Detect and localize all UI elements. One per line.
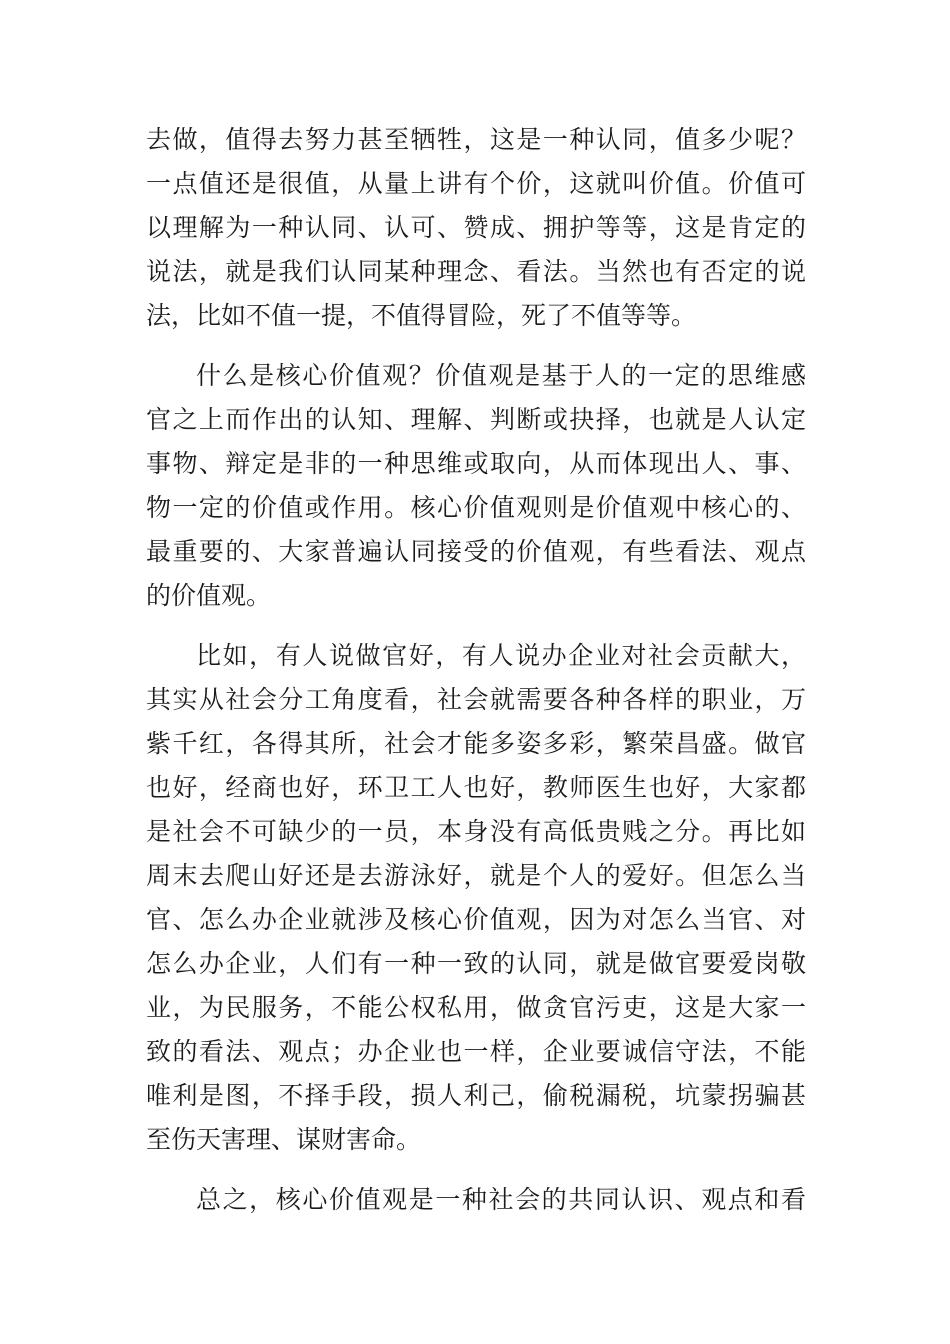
text-line: 总之，核心价值观是一种社会的共同认识、观点和看 bbox=[196, 1185, 806, 1214]
text-line: 法，比如不值一提，不值得冒险，死了不值等等。 bbox=[146, 301, 697, 330]
document-page bbox=[146, 118, 806, 1238]
text-line: 的价值观。 bbox=[146, 581, 272, 610]
paragraph-2 bbox=[146, 354, 806, 618]
text-line: 最重要的、大家普遍认同接受的价值观，有些看法、观点 bbox=[146, 537, 806, 566]
text-line: 怎么办企业，人们有一种一致的认同，就是做官要爱岗敬 bbox=[146, 949, 806, 978]
text-line: 紫千红，各得其所，社会才能多姿多彩，繁荣昌盛。做官 bbox=[146, 729, 806, 758]
text-line: 周末去爬山好还是去游泳好，就是个人的爱好。但怎么当 bbox=[146, 861, 806, 890]
text-line: 以理解为一种认同、认可、赞成、拥护等等，这是肯定的 bbox=[146, 213, 806, 242]
text-line: 事物、辩定是非的一种思维或取向，从而体现出人、事、 bbox=[146, 449, 806, 478]
text-line: 去做，值得去努力甚至牺牲，这是一种认同，值多少呢？ bbox=[146, 125, 806, 154]
text-line: 比如，有人说做官好，有人说办企业对社会贡献大， bbox=[196, 641, 806, 670]
text-line: 业，为民服务，不能公权私用，做贪官污吏，这是大家一 bbox=[146, 993, 806, 1022]
text-line: 说法，就是我们认同某种理念、看法。当然也有否定的说 bbox=[146, 257, 806, 286]
text-line: 什么是核心价值观？价值观是基于人的一定的思维感 bbox=[196, 361, 806, 390]
text-line: 至伤天害理、谋财害命。 bbox=[146, 1125, 422, 1154]
text-line: 唯利是图，不择手段，损人利己，偷税漏税，坑蒙拐骗甚 bbox=[146, 1081, 806, 1110]
text-line: 官之上而作出的认知、理解、判断或抉择，也就是人认定 bbox=[146, 405, 806, 434]
text-line: 物一定的价值或作用。核心价值观则是价值观中核心的、 bbox=[146, 493, 806, 522]
paragraph-4 bbox=[146, 1178, 806, 1222]
text-line: 官、怎么办企业就涉及核心价值观，因为对怎么当官、对 bbox=[146, 905, 806, 934]
text-line: 其实从社会分工角度看，社会就需要各种各样的职业，万 bbox=[146, 685, 806, 714]
paragraph-1 bbox=[146, 118, 806, 338]
paragraph-3 bbox=[146, 634, 806, 1162]
text-line: 也好，经商也好，环卫工人也好，教师医生也好，大家都 bbox=[146, 773, 806, 802]
text-line: 一点值还是很值，从量上讲有个价，这就叫价值。价值可 bbox=[146, 169, 806, 198]
text-line: 致的看法、观点；办企业也一样，企业要诚信守法，不能 bbox=[146, 1037, 806, 1066]
text-line: 是社会不可缺少的一员，本身没有高低贵贱之分。再比如 bbox=[146, 817, 806, 846]
